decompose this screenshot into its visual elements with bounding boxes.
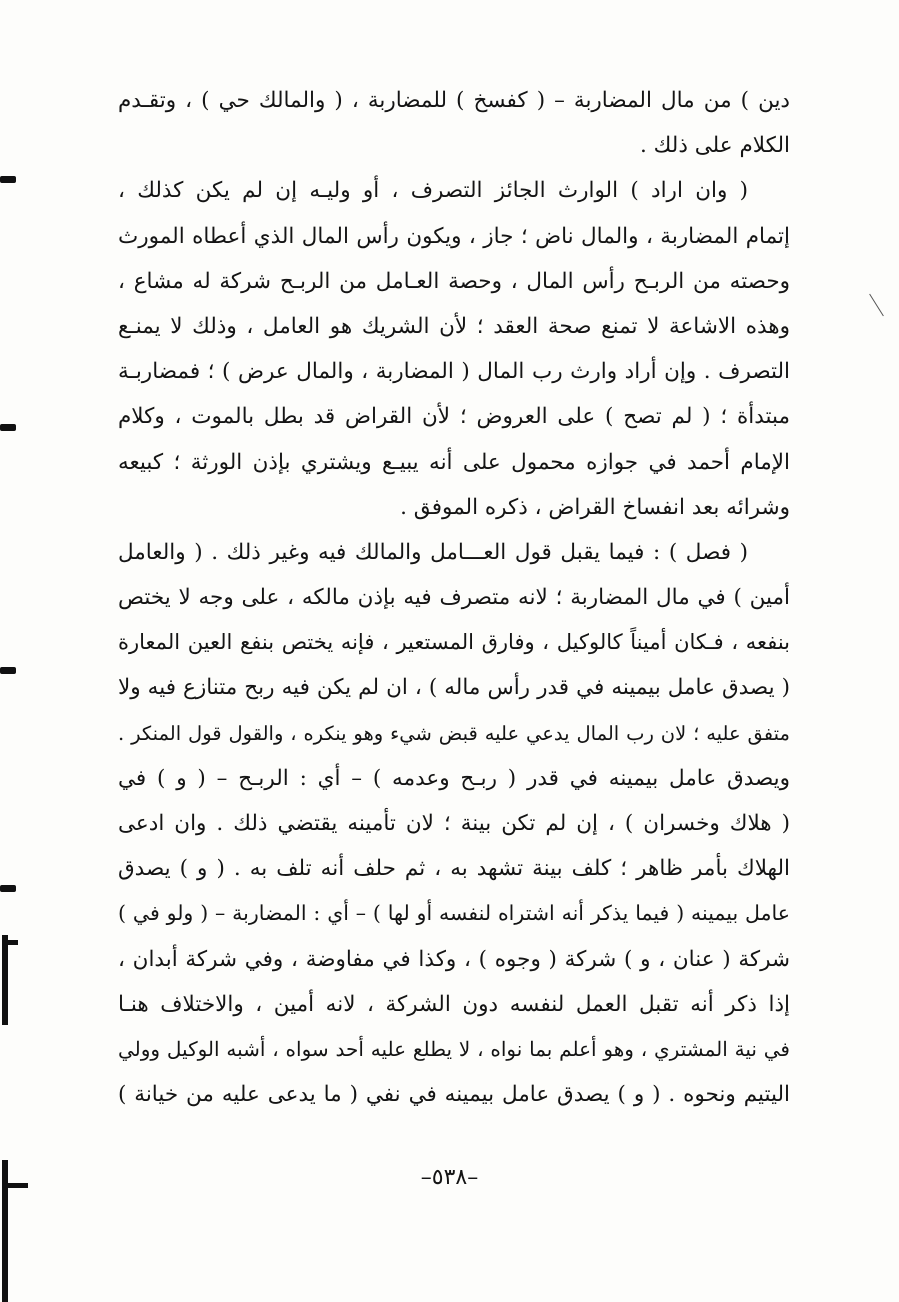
text-line: ( هلاك وخسران ) ، إن لم تكن بينة ؛ لان تأمينه يقتضي ذلك . وان ادعى — [118, 811, 790, 836]
text-line: ( فصل ) : فيما يقبل قول العـــامل والمالك فيه وغير ذلك . ( والعامل — [118, 539, 748, 565]
margin-mark — [0, 424, 16, 431]
binding-bracket — [2, 940, 18, 945]
body-text — [118, 78, 790, 1117]
text-line: الإمام أحمد في جوازه محمول على أنه يبيـع ويشتري بإذن الورثة ؛ كبيعه — [118, 449, 790, 475]
text-line: اليتيم ونحوه . ( و ) يصدق عامل بيمينه في نفي ( ما يدعى عليه من خيانة ) — [118, 1082, 790, 1108]
margin-mark — [0, 667, 16, 674]
text-line: وهذه الاشاعة لا تمنع صحة العقد ؛ لأن الشريك هو العامل ، وذلك لا يمنـع — [118, 313, 790, 339]
page-number: –٥٣٨– — [420, 1165, 479, 1190]
text-line: ( وان اراد ) الوارث الجائز التصرف ، أو وليـه إن لم يكن كذلك ، — [118, 178, 748, 204]
text-line: ( يصدق عامل بيمينه في قدر رأس ماله ) ، ان لم يكن فيه ربح متنازع فيه ولا — [118, 675, 790, 701]
text-line: إتمام المضاربة ، والمال ناض ؛ جاز ، ويكون رأس المال الذي أعطاه المورث — [118, 223, 790, 249]
margin-mark — [0, 176, 16, 183]
text-line: مبتدأة ؛ ( لم تصح ) على العروض ؛ لأن القراض قد بطل بالموت ، وكلام — [118, 404, 790, 430]
text-line: متفق عليه ؛ لان رب المال يدعي عليه قبض شيء وهو ينكره ، والقول قول المنكر . — [118, 721, 790, 745]
text-line: الكلام على ذلك . — [640, 133, 790, 159]
text-line: إذا ذكر أنه تقبل العمل لنفسه دون الشركة ، لانه أمين ، والاختلاف هنـا — [118, 991, 790, 1017]
margin-mark — [0, 885, 16, 892]
binding-bracket — [2, 935, 8, 1025]
text-line: في نية المشتري ، وهو أعلم بما نواه ، لا يطلع عليه أحد سواه ، أشبه الوكيل وولي — [118, 1036, 790, 1061]
stray-pen-mark — [869, 294, 884, 317]
text-line: أمين ) في مال المضاربة ؛ لانه متصرف فيه بإذن مالكه ، على وجه لا يختص — [118, 585, 790, 611]
text-line: ويصدق عامل بيمينه في قدر ( ربـح وعدمه ) – أي : الربـح – ( و ) في — [118, 765, 790, 791]
text-line: عامل بيمينه ( فيما يذكر أنه اشتراه لنفسه أو لها ) – أي : المضاربة – ( ولو في ) — [118, 901, 790, 926]
text-line: الهلاك بأمر ظاهر ؛ كلف بينة تشهد به ، ثم حلف أنه تلف به . ( و ) يصدق — [118, 856, 790, 882]
text-line: شركة ( عنان ، و ) شركة ( وجوه ) ، وكذا في مفاوضة ، وفي شركة أبدان ، — [118, 946, 790, 972]
text-line: وشرائه بعد انفساخ القراض ، ذكره الموفق . — [400, 494, 790, 520]
text-line: بنفعه ، فـكان أميناً كالوكيل ، وفارق المستعير ، فإنه يختص بنفع العين المعارة — [118, 630, 790, 655]
text-line: دين ) من مال المضاربة – ( كفسخ ) للمضاربة ، ( والمالك حي ) ، وتقـدم — [118, 88, 790, 113]
text-line: التصرف . وإن أراد وارث رب المال ( المضاربة ، والمال عرض ) ؛ فمضاربـة — [118, 359, 790, 385]
text-line: وحصته من الربـح رأس المال ، وحصة العـامل من الربـح شركة له مشاع ، — [118, 268, 790, 294]
